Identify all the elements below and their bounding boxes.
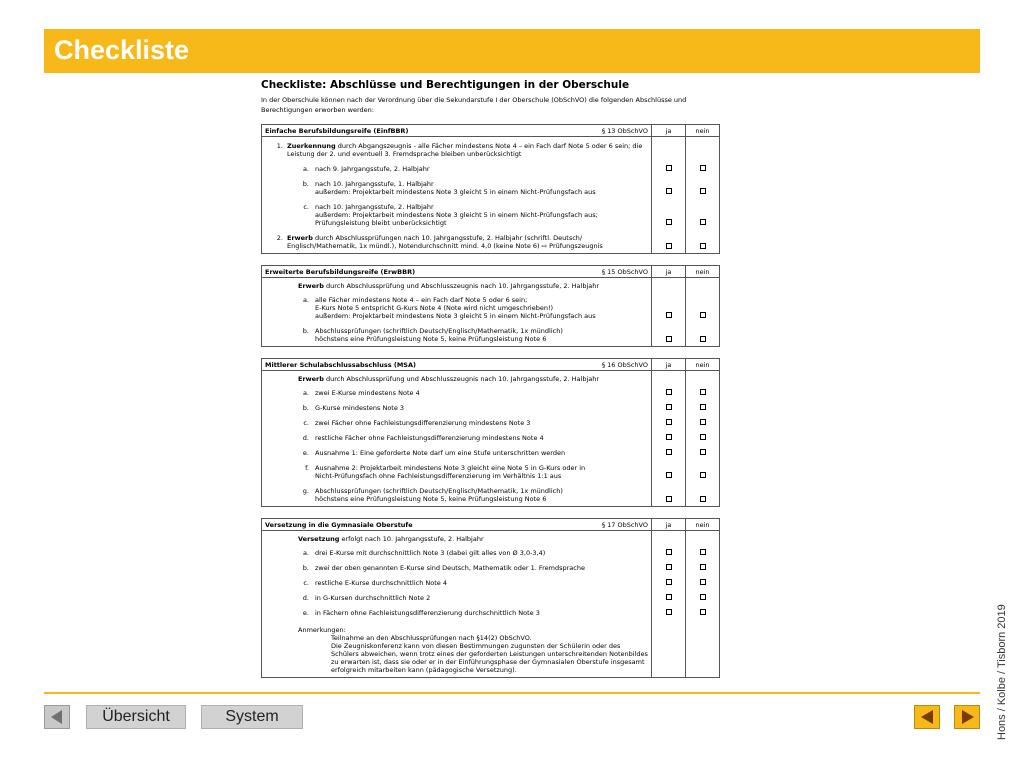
triangle-left-icon <box>51 710 62 724</box>
checkbox-no[interactable] <box>700 188 706 194</box>
checkbox-no[interactable] <box>700 594 706 600</box>
checkbox-no[interactable] <box>700 449 706 455</box>
item-letter: b. <box>302 180 309 188</box>
checkbox-no[interactable] <box>700 496 706 502</box>
item-letter: c. <box>303 203 309 211</box>
item-number: 1. <box>276 142 283 150</box>
item-text-2: höchstens eine Prüfungsleistung Note 5, keine Prüfungsleistung Note 6 <box>315 335 547 343</box>
overview-button[interactable]: Übersicht <box>86 705 186 729</box>
yes-header: ja <box>652 266 686 278</box>
checkbox-yes[interactable] <box>666 404 672 410</box>
checkbox-no[interactable] <box>700 219 706 225</box>
section-ref: § 13 ObSchVO <box>601 126 648 135</box>
checkbox-yes[interactable] <box>666 594 672 600</box>
note-bullet-icon <box>315 642 331 674</box>
checkbox-no[interactable] <box>700 579 706 585</box>
checkbox-yes[interactable] <box>666 609 672 615</box>
item-text: drei E-Kurse mit durchschnittlich Note 3 (dabei gilt alles von Ø 3,0-3,4) <box>315 549 546 557</box>
item-bold: Zuerkennung <box>287 142 336 150</box>
item-letter: a. <box>302 165 309 173</box>
checkbox-no[interactable] <box>700 243 706 249</box>
item-letter: b. <box>302 564 309 572</box>
triangle-right-icon <box>962 710 974 724</box>
footer-divider <box>44 692 980 694</box>
item-letter: d. <box>302 594 309 602</box>
section-erwbbr <box>261 265 720 347</box>
notes-list <box>265 634 648 676</box>
item-text: nach 10. Jahrgangsstufe, 1. Halbjahr <box>315 180 434 188</box>
item-text: in Fächern ohne Fachleistungsdifferenzierung durchschnittlich Note 3 <box>315 609 540 617</box>
lead-text: erfolgt nach 10. Jahrgangsstufe, 2. Halbjahr <box>339 535 484 543</box>
checkbox-no[interactable] <box>700 419 706 425</box>
item-letter: c. <box>303 579 309 587</box>
checkbox-yes[interactable] <box>666 389 672 395</box>
item-text-2: außerdem: Projektarbeit mindestens Note 3 gleicht 5 in einem Nicht-Prüfungsfach aus; <box>315 211 598 219</box>
checkbox-yes[interactable] <box>666 419 672 425</box>
checkbox-yes[interactable] <box>666 579 672 585</box>
notes-label: Anmerkungen: <box>298 626 346 634</box>
section-title: Einfache Berufsbildungsreife (EinfBBR) <box>265 126 409 135</box>
item-number: 2. <box>276 234 283 242</box>
item-text: alle Fächer mindestens Note 4 – ein Fach darf Note 5 oder 6 sein; <box>315 296 528 304</box>
checkbox-no[interactable] <box>700 165 706 171</box>
item-letter: b. <box>302 404 309 412</box>
checkbox-no[interactable] <box>700 472 706 478</box>
back-button[interactable] <box>44 705 70 729</box>
item-text: Ausnahme 2: Projektarbeit mindestens Note 3 gleicht eine Note 5 in G-Kurs oder in <box>315 464 586 472</box>
checkbox-yes[interactable] <box>666 165 672 171</box>
yes-header: ja <box>652 359 686 371</box>
section-title: Versetzung in die Gymnasiale Oberstufe <box>265 520 413 529</box>
section-msa <box>261 358 720 507</box>
checkbox-yes[interactable] <box>666 434 672 440</box>
item-text: restliche Fächer ohne Fachleistungsdifferenzierung mindestens Note 4 <box>315 434 544 442</box>
item-text: durch Abgangszeugnis - alle Fächer mindestens Note 4 – ein Fach darf Note 5 oder 6 sein; die Leistung der 2. und eventuell 3. Fremdsprache bleiben unberücksichtigt <box>287 142 643 158</box>
previous-slide-button[interactable] <box>914 705 940 729</box>
item-text: zwei Fächer ohne Fachleistungsdifferenzierung mindestens Note 3 <box>315 419 531 427</box>
checkbox-no[interactable] <box>700 312 706 318</box>
item-text: Abschlussprüfungen (schriftlich Deutsch/Englisch/Mathematik, 1x mündlich) <box>315 327 563 335</box>
item-text: durch Abschlussprüfungen nach 10. Jahrgangsstufe, 2. Halbjahr (schriftl. Deutsch/ Englisch/Mathematik, 1x mündl.), Notendurchschnitt mind. 4,0 (keine Note 6) ⇨ Prüfungszeugnis <box>287 234 603 250</box>
checkbox-yes[interactable] <box>666 243 672 249</box>
checkbox-yes[interactable] <box>666 312 672 318</box>
header-bar <box>44 29 980 73</box>
checkbox-yes[interactable] <box>666 549 672 555</box>
item-text: zwei der oben genannten E-Kurse sind Deutsch, Mathematik oder 1. Fremdsprache <box>315 564 585 572</box>
section-ref: § 16 ObSchVO <box>601 360 648 369</box>
item-text-2: Nicht-Prüfungsfach ohne Fachleistungsdifferenzierung im Verhältnis 1:1 aus <box>315 472 562 480</box>
note-item <box>315 642 648 674</box>
checkbox-yes[interactable] <box>666 449 672 455</box>
item-text: G-Kurse mindestens Note 3 <box>315 404 405 412</box>
checkbox-no[interactable] <box>700 564 706 570</box>
item-text: Ausnahme 1: Eine geforderte Note darf um eine Stufe unterschritten werden <box>315 449 566 457</box>
item-letter: a. <box>302 549 309 557</box>
item-letter: f. <box>305 464 309 472</box>
footer-nav <box>44 704 980 732</box>
checklist-document <box>261 74 721 678</box>
checkbox-yes[interactable] <box>666 496 672 502</box>
lead-bold: Erwerb <box>298 282 324 290</box>
no-header: nein <box>686 519 720 531</box>
item-text-3: Prüfungsleistung bleibt unberücksichtigt <box>315 219 447 227</box>
note-text: Die Zeugniskonferenz kann von diesen Bestimmungen zugunsten der Schülerin oder des Schülers abweichen, wenn trotz eines der geforderten Leistungen unterschreitenden Notenbildes zu erwarten ist, dass sie oder er in der Einführungsphase der Gymnasialen Oberstufe insgesamt erfolgreich mitarbeiten kann (pädagogische Versetzung). <box>331 642 648 674</box>
document-intro: In der Oberschule können nach der Verordnung über die Sekundarstufe I der Oberschule (ObSchVO) die folgenden Abschlüsse und Berechtigungen erworben werden: <box>261 96 687 114</box>
item-bold: Erwerb <box>287 234 313 242</box>
item-text: zwei E-Kurse mindestens Note 4 <box>315 389 420 397</box>
item-letter: d. <box>302 434 309 442</box>
note-text: Teilnahme an den Abschlussprüfungen nach §14(2) ObSchVO. <box>331 634 532 642</box>
no-header: nein <box>686 125 720 137</box>
section-einfbbr <box>261 124 720 254</box>
checkbox-yes[interactable] <box>666 472 672 478</box>
checkbox-yes[interactable] <box>666 336 672 342</box>
checkbox-no[interactable] <box>700 404 706 410</box>
system-button[interactable]: System <box>201 705 303 729</box>
author-credit: Hons / Kolbe / Tisborn 2019 <box>996 604 1008 740</box>
item-letter: a. <box>302 296 309 304</box>
item-text: nach 9. Jahrgangsstufe, 2. Halbjahr <box>315 165 430 173</box>
section-title: Mittlerer Schulabschlussabschluss (MSA) <box>265 360 416 369</box>
item-letter: g. <box>302 487 309 495</box>
note-item <box>315 634 648 642</box>
section-ref: § 17 ObSchVO <box>601 520 648 529</box>
item-letter: e. <box>302 449 309 457</box>
section-title: Erweiterte Berufsbildungsreife (ErwBBR) <box>265 267 416 276</box>
section-versetzung <box>261 518 720 678</box>
checkbox-no[interactable] <box>700 609 706 615</box>
item-text: in G-Kursen durchschnittlich Note 2 <box>315 594 431 602</box>
item-text-2: höchstens eine Prüfungsleistung Note 5, keine Prüfungsleistung Note 6 <box>315 495 547 503</box>
item-text: restliche E-Kurse durchschnittlich Note 4 <box>315 579 447 587</box>
checkbox-no[interactable] <box>700 336 706 342</box>
lead-bold: Erwerb <box>298 375 324 383</box>
item-text: Abschlussprüfungen (schriftlich Deutsch/Englisch/Mathematik, 1x mündlich) <box>315 487 563 495</box>
checkbox-yes[interactable] <box>666 564 672 570</box>
no-header: nein <box>686 266 720 278</box>
item-text-3: außerdem: Projektarbeit mindestens Note 3 gleicht 5 in einem Nicht-Prüfungsfach aus <box>315 312 596 320</box>
checkbox-no[interactable] <box>700 434 706 440</box>
lead-text: durch Abschlussprüfung und Abschlusszeugnis nach 10. Jahrgangsstufe, 2. Halbjahr <box>323 282 600 290</box>
item-letter: a. <box>302 389 309 397</box>
section-ref: § 15 ObSchVO <box>601 267 648 276</box>
lead-text: durch Abschlussprüfung und Abschlusszeugnis nach 10. Jahrgangsstufe, 2. Halbjahr <box>323 375 600 383</box>
no-header: nein <box>686 359 720 371</box>
next-slide-button[interactable] <box>954 705 980 729</box>
checkbox-no[interactable] <box>700 389 706 395</box>
item-text-2: E-Kurs Note 5 entspricht G-Kurs Note 4 (Note wird nicht umgeschrieben!) <box>315 304 554 312</box>
triangle-left-icon <box>921 710 933 724</box>
page-title: Checkliste <box>54 35 190 65</box>
item-letter: c. <box>303 419 309 427</box>
lead-bold: Versetzung <box>298 535 340 543</box>
checkbox-yes[interactable] <box>666 219 672 225</box>
item-letter: e. <box>302 609 309 617</box>
item-text: nach 10. Jahrgangsstufe, 2. Halbjahr <box>315 203 434 211</box>
document-title: Checkliste: Abschlüsse und Berechtigungen in der Oberschule <box>261 79 630 91</box>
yes-header: ja <box>652 519 686 531</box>
note-bullet-icon <box>315 634 331 642</box>
item-text-2: außerdem: Projektarbeit mindestens Note 3 gleicht 5 in einem Nicht-Prüfungsfach aus <box>315 188 596 196</box>
checkbox-no[interactable] <box>700 549 706 555</box>
yes-header: ja <box>652 125 686 137</box>
item-letter: b. <box>302 327 309 335</box>
checkbox-yes[interactable] <box>666 188 672 194</box>
